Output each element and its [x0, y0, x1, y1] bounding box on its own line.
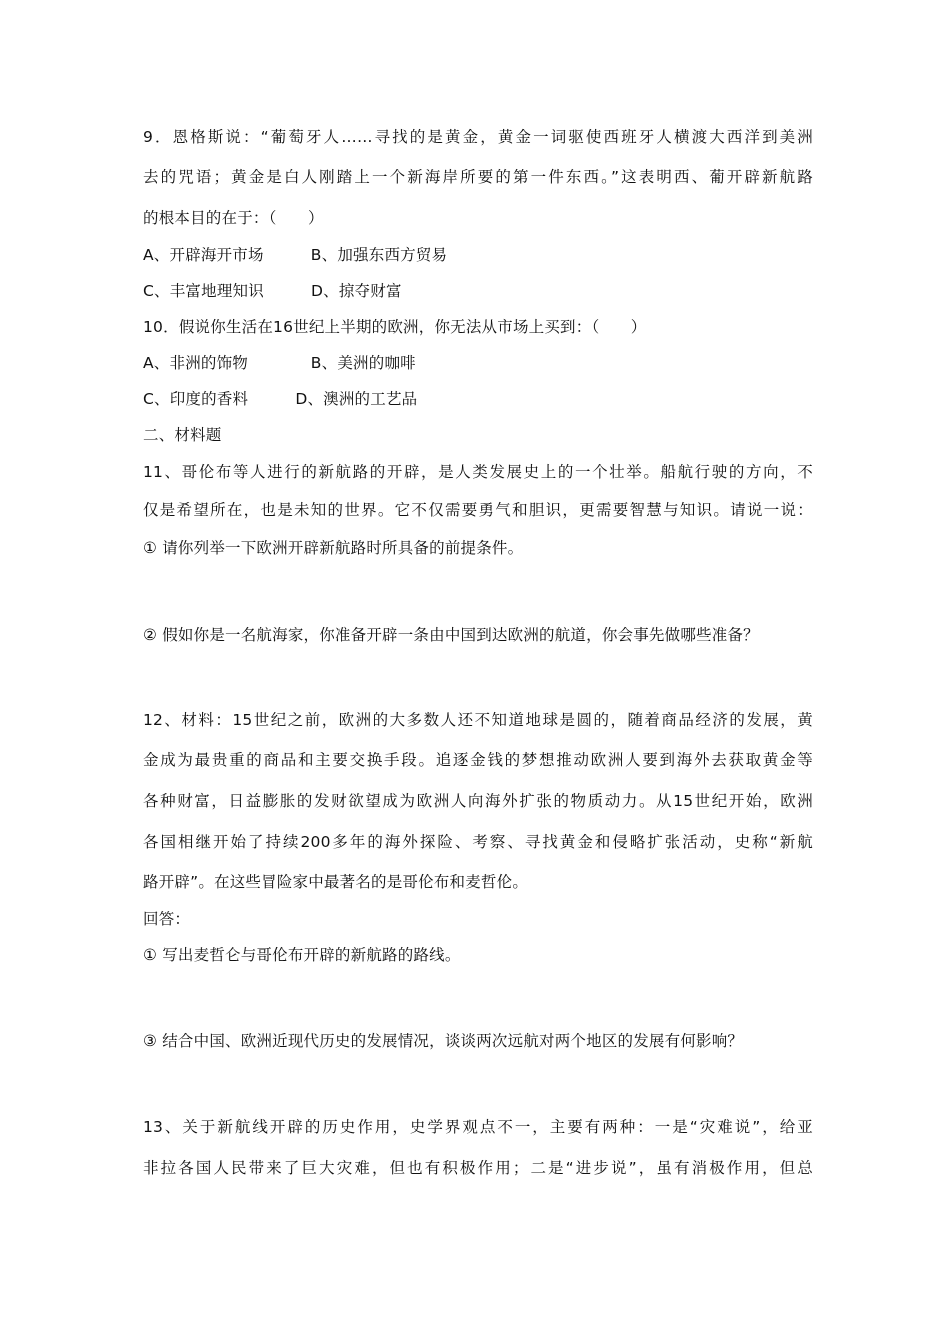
- q12-line-3: 各种财富，日益膨胀的发财欲望成为欧洲人向海外扩张的物质动力。从15世纪开始，欧洲: [143, 792, 813, 810]
- section-heading-material: 二、材料题: [143, 426, 222, 444]
- q11-line-1: 11、哥伦布等人进行的新航路的开辟，是人类发展史上的一个壮举。船航行驶的方向，不: [143, 463, 813, 481]
- q13-line-2: 非拉各国人民带来了巨大灾难，但也有积极作用；二是“进步说”，虽有消极作用，但总: [143, 1159, 813, 1177]
- q12-subquestion-3: ③ 结合中国、欧洲近现代历史的发展情况，谈谈两次远航对两个地区的发展有何影响？: [143, 1032, 744, 1050]
- q12-subquestion-1: ① 写出麦哲仑与哥伦布开辟的新航路的路线。: [143, 946, 461, 964]
- q9-line-2: 去的咒语；黄金是白人刚踏上一个新海岸所要的第一件东西。”这表明西、葡开辟新航路: [143, 168, 813, 186]
- q12-answer-label: 回答：: [143, 910, 191, 928]
- q13-line-1: 13、关于新航线开辟的历史作用，史学界观点不一，主要有两种：一是“灾难说”，给亚: [143, 1118, 813, 1136]
- q11-subquestion-2: ② 假如你是一名航海家，你准备开辟一条由中国到达欧洲的航道，你会事先做哪些准备？: [143, 626, 759, 644]
- q9-line-3: 的根本目的在于：（ ）: [143, 209, 324, 227]
- q10-options-ab: A、非洲的饰物 B、美洲的咖啡: [143, 354, 416, 372]
- q9-line-1: 9．恩格斯说：“葡萄牙人……寻找的是黄金，黄金一词驱使西班牙人横渡大西洋到美洲: [143, 128, 813, 146]
- q10-question: 10．假说你生活在16世纪上半期的欧洲，你无法从市场上买到：（ ）: [143, 318, 647, 336]
- q9-options-cd: C、丰富地理知识 D、掠夺财富: [143, 282, 402, 300]
- q10-options-cd: C、印度的香料 D、澳洲的工艺品: [143, 390, 418, 408]
- q12-line-1: 12、材料：15世纪之前，欧洲的大多数人还不知道地球是圆的，随着商品经济的发展，黄: [143, 711, 813, 729]
- q12-line-4: 各国相继开始了持续200多年的海外探险、考察、寻找黄金和侵略扩张活动，史称“新航: [143, 833, 813, 851]
- q11-subquestion-1: ① 请你列举一下欧洲开辟新航路时所具备的前提条件。: [143, 539, 524, 557]
- q12-line-5: 路开辟”。在这些冒险家中最著名的是哥伦布和麦哲伦。: [143, 873, 529, 891]
- q12-line-2: 金成为最贵重的商品和主要交换手段。追逐金钱的梦想推动欧洲人要到海外去获取黄金等: [143, 751, 813, 769]
- q11-line-2: 仅是希望所在，也是未知的世界。它不仅需要勇气和胆识，更需要智慧与知识。请说一说：: [143, 501, 813, 519]
- q9-options-ab: A、开辟海开市场 B、加强东西方贸易: [143, 246, 448, 264]
